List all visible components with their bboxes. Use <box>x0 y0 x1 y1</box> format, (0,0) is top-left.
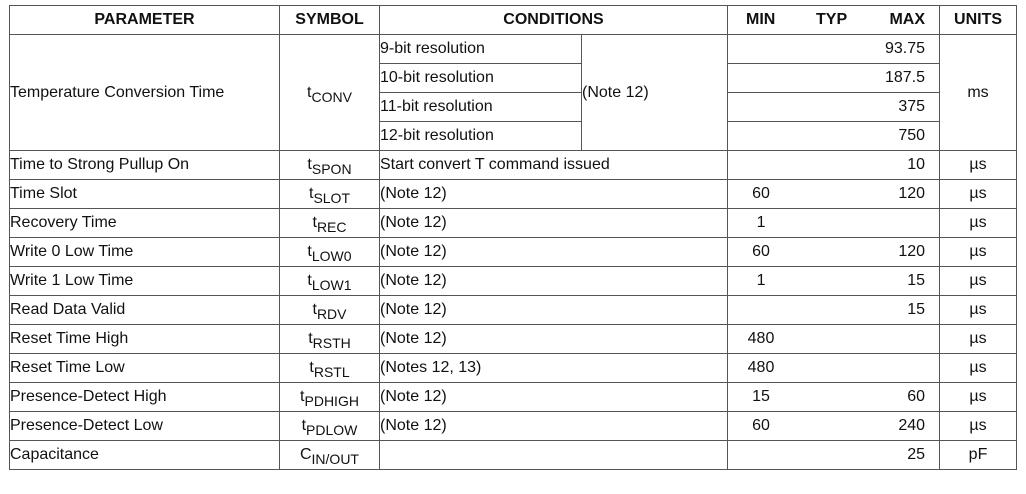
symbol-cell <box>280 209 380 238</box>
min-typ-max-cell <box>728 412 940 441</box>
min-typ-max-cell <box>728 209 940 238</box>
condition-cell: (Note 12) <box>380 296 728 325</box>
min-typ-max-cell <box>728 238 940 267</box>
symbol-cell <box>280 441 380 470</box>
min-typ-max-cell <box>728 325 940 354</box>
parameter-cell: Recovery Time <box>10 209 280 238</box>
symbol-base: t <box>308 185 314 202</box>
min-typ-max-cell <box>728 151 940 180</box>
units-cell: µs <box>940 412 1017 441</box>
units-cell: µs <box>940 267 1017 296</box>
units-cell: µs <box>940 209 1017 238</box>
min-value: 15 <box>752 388 770 405</box>
conversion-condition: 11-bit resolution <box>380 93 582 122</box>
symbol-cell <box>280 238 380 267</box>
max-value: 120 <box>898 185 926 202</box>
symbol-subscript: SLOT <box>313 190 351 206</box>
min-typ-max-cell <box>728 122 940 151</box>
units-cell: µs <box>940 325 1017 354</box>
symbol-cell <box>280 383 380 412</box>
max-value: 25 <box>907 446 926 463</box>
symbol-cell <box>280 354 380 383</box>
symbol-cell <box>280 180 380 209</box>
min-typ-max-cell <box>728 35 940 64</box>
condition-cell: (Note 12) <box>380 325 728 354</box>
condition-cell: (Note 12) <box>380 412 728 441</box>
conversion-units: ms <box>940 35 1017 151</box>
symbol-base: t <box>309 359 314 376</box>
table-row <box>10 209 1017 238</box>
conversion-parameter: Temperature Conversion Time <box>10 35 280 151</box>
max-value: 375 <box>898 98 926 115</box>
symbol-cell <box>280 412 380 441</box>
parameter-cell: Read Data Valid <box>10 296 280 325</box>
min-typ-max-cell <box>728 93 940 122</box>
symbol-base: t <box>300 388 305 405</box>
min-typ-max-cell <box>728 180 940 209</box>
header-min: MIN <box>746 11 776 28</box>
conversion-condition: 10-bit resolution <box>380 64 582 93</box>
max-value: 60 <box>907 388 926 405</box>
table-row <box>10 238 1017 267</box>
max-value: 10 <box>907 156 926 173</box>
header-max: MAX <box>889 11 926 28</box>
min-value: 60 <box>752 243 770 260</box>
max-value: 15 <box>907 301 926 318</box>
table-row <box>10 267 1017 296</box>
table-row <box>10 35 1017 64</box>
symbol-subscript: RSTL <box>313 364 350 380</box>
min-value: 480 <box>747 330 775 347</box>
header-conditions: CONDITIONS <box>380 6 728 35</box>
max-value: 240 <box>898 417 926 434</box>
min-typ-max-cell <box>728 267 940 296</box>
max-value: 120 <box>898 243 926 260</box>
symbol-base: t <box>312 214 317 231</box>
symbol-subscript: LOW1 <box>311 277 352 293</box>
min-value: 60 <box>752 185 770 202</box>
conversion-note: (Note 12) <box>582 35 728 151</box>
condition-cell: (Note 12) <box>380 238 728 267</box>
symbol-base: t <box>307 243 312 260</box>
min-typ-max-cell <box>728 441 940 470</box>
symbol-cell <box>280 296 380 325</box>
min-typ-max-cell <box>728 354 940 383</box>
header-min-typ-max <box>728 6 940 35</box>
header-symbol: SYMBOL <box>280 6 380 35</box>
condition-cell: (Notes 12, 13) <box>380 354 728 383</box>
max-value: 750 <box>898 127 926 144</box>
units-cell: µs <box>940 238 1017 267</box>
symbol-base: t <box>308 330 313 347</box>
units-cell: µs <box>940 180 1017 209</box>
symbol-base: t <box>312 301 317 318</box>
condition-cell <box>380 441 728 470</box>
min-typ-max-cell <box>728 64 940 93</box>
symbol-subscript: PDLOW <box>306 422 358 438</box>
table-row <box>10 180 1017 209</box>
table-row <box>10 325 1017 354</box>
header-parameter: PARAMETER <box>10 6 280 35</box>
parameter-cell: Reset Time Low <box>10 354 280 383</box>
min-value: 60 <box>752 417 770 434</box>
condition-cell: (Note 12) <box>380 383 728 412</box>
symbol-base: t <box>307 272 312 289</box>
units-cell: µs <box>940 354 1017 383</box>
max-value: 187.5 <box>884 69 926 86</box>
parameter-cell: Write 1 Low Time <box>10 267 280 296</box>
min-value: 480 <box>747 359 775 376</box>
min-value: 1 <box>756 214 766 231</box>
parameter-cell: Time Slot <box>10 180 280 209</box>
header-typ: TYP <box>816 11 848 28</box>
condition-cell: (Note 12) <box>380 209 728 238</box>
table-row <box>10 441 1017 470</box>
min-value: 1 <box>756 272 766 289</box>
symbol-subscript: CONV <box>311 88 352 105</box>
symbol-cell <box>280 267 380 296</box>
table-row <box>10 383 1017 412</box>
min-typ-max-cell <box>728 383 940 412</box>
table-row <box>10 354 1017 383</box>
table-row <box>10 412 1017 441</box>
condition-cell: Start convert T command issued <box>380 151 728 180</box>
parameter-cell: Write 0 Low Time <box>10 238 280 267</box>
timing-spec-table <box>9 5 1017 470</box>
symbol-subscript: LOW0 <box>311 248 352 264</box>
symbol-subscript: SPON <box>311 161 352 177</box>
max-value: 93.75 <box>884 40 926 57</box>
symbol-base: C <box>299 446 312 463</box>
condition-cell: (Note 12) <box>380 180 728 209</box>
conversion-condition: 12-bit resolution <box>380 122 582 151</box>
condition-cell: (Note 12) <box>380 267 728 296</box>
units-cell: µs <box>940 151 1017 180</box>
table-row <box>10 151 1017 180</box>
symbol-base: t <box>307 156 312 173</box>
symbol-subscript: IN/OUT <box>311 451 359 467</box>
symbol-cell <box>280 325 380 354</box>
symbol-subscript: PDHIGH <box>304 393 359 409</box>
table-row <box>10 296 1017 325</box>
symbol-base: t <box>301 417 307 434</box>
parameter-cell: Presence-Detect Low <box>10 412 280 441</box>
header-units: UNITS <box>940 6 1017 35</box>
parameter-cell: Capacitance <box>10 441 280 470</box>
symbol-cell <box>280 151 380 180</box>
symbol-subscript: REC <box>316 219 347 235</box>
max-value: 15 <box>907 272 926 289</box>
header-row <box>10 6 1017 35</box>
units-cell: pF <box>940 441 1017 470</box>
symbol-subscript: RDV <box>316 306 347 322</box>
parameter-cell: Reset Time High <box>10 325 280 354</box>
units-cell: µs <box>940 383 1017 412</box>
min-typ-max-cell <box>728 296 940 325</box>
parameter-cell: Presence-Detect High <box>10 383 280 412</box>
symbol-subscript: RSTH <box>312 335 351 351</box>
conversion-symbol <box>280 35 380 151</box>
symbol-base: t <box>307 83 312 101</box>
conversion-condition: 9-bit resolution <box>380 35 582 64</box>
units-cell: µs <box>940 296 1017 325</box>
parameter-cell: Time to Strong Pullup On <box>10 151 280 180</box>
